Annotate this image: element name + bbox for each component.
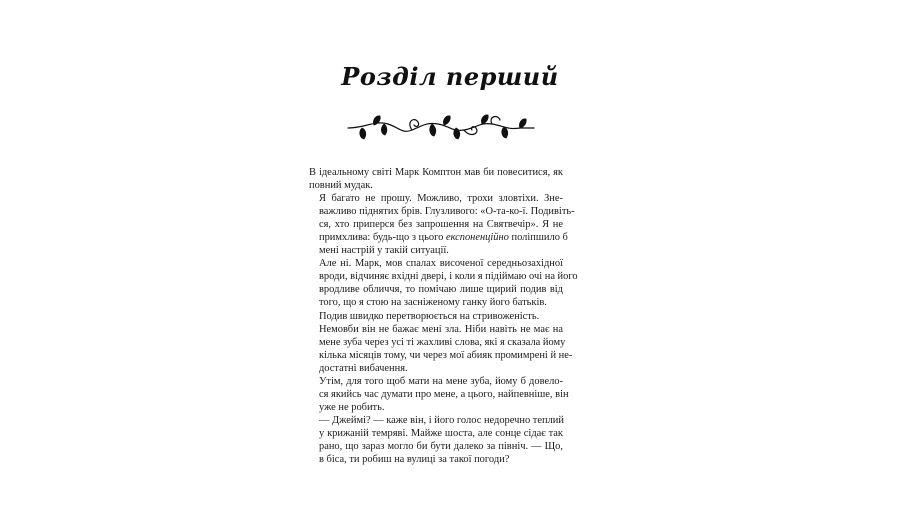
text-line: мене зуба через усі ті жахливі слова, які я сказала йому [319,336,566,348]
text-line: В ідеальному світі Марк Комптон мав би повеситися, як [309,167,563,178]
chapter-body-text [309,166,578,466]
text-line: ся, хто приперся без запрошення на Святвечір». Я не [319,219,563,231]
paragraph [309,257,578,309]
paragraph [309,375,569,414]
text-line: у крижаній темряві. Майже шоста, але сонце сідає так [319,427,563,439]
paragraph [309,414,563,466]
text-line: кілька місяців тому, чи через мої абияк промимрені й не- [319,349,573,361]
paragraph [309,310,563,323]
text-line: — Джеймі? — каже він, і його голос недоречно теплий [319,414,564,426]
text-line: важливо піднятих брів. Глузливого: «О-та-ко-ї. Подивіть- [319,206,575,218]
text-line: ся якийсь час думати про мене, а цього, найпевніше, він [319,388,569,400]
text-span: поліпшило б [508,232,568,244]
text-line: достатні вибачення. [319,362,408,374]
paragraph [309,323,573,375]
text-line: рано, що зараз могло би бути далеко за північ. — Що, [319,440,563,452]
text-line [309,231,568,244]
text-line: Я багато не прошу. Можливо, трохи зловтіхи. Зне- [319,193,563,205]
text-line: Подив швидко перетворюється на стривоженість. [319,310,540,322]
text-span: примхлива: будь-що з цього [319,232,446,244]
text-line: вродливе обличчя, то помічаю лише щирий подив від [319,284,563,296]
text-line: того, що я стою на засніженому ганку його батьків. [319,297,547,309]
paragraph [309,166,563,192]
text-line: повний мудак. [309,180,373,192]
emphasis-text: експоненційно [445,232,509,244]
text-line: Утім, для того щоб мати на мене зуба, йому б довело- [319,375,563,387]
text-line: вроди, відчиняє вхідні двері, і коли я підіймаю очі на його [319,271,578,283]
vine-leaves-divider-icon [340,108,540,148]
chapter-title: Розділ перший [341,62,559,91]
text-line: уже не робить. [319,401,385,413]
paragraph [309,192,575,257]
text-line: в біса, ти робиш на вулиці за такої погоди? [319,454,510,466]
text-line: мені настрій у такій ситуації. [319,245,449,257]
text-line: Немовби він не бажає мені зла. Ніби навіть не має на [319,323,563,335]
text-line: Але ні. Марк, мов спалах височеної середньозахідної [319,258,563,270]
